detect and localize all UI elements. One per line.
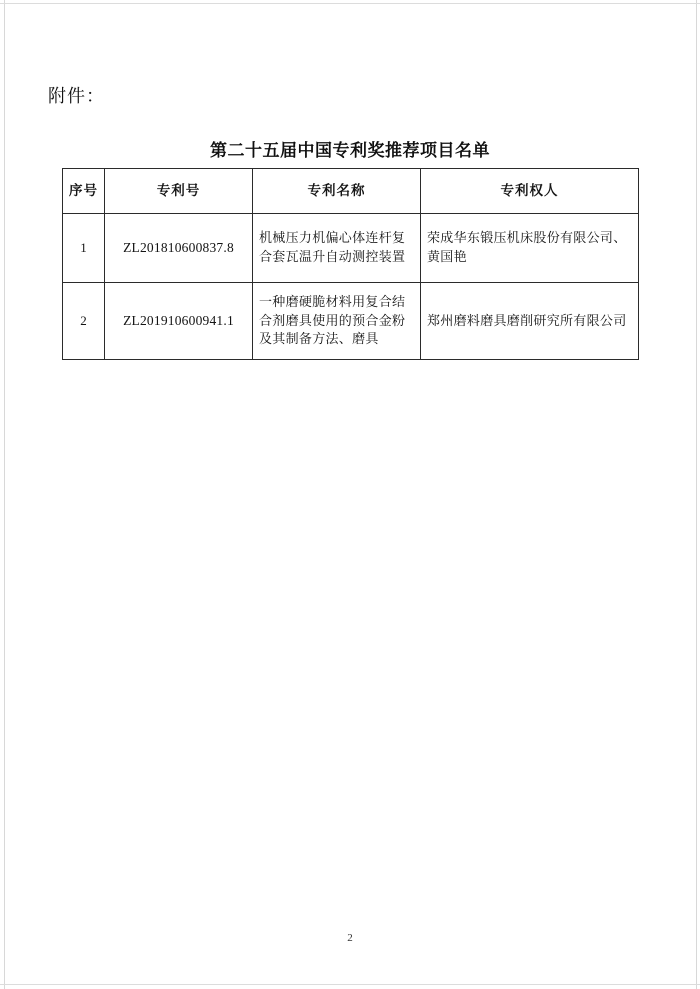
cell-no: 1 [63,214,105,283]
table-header-row [63,169,639,214]
scan-edge-top [0,3,700,4]
page-number: 2 [347,932,353,944]
patent-list-table [62,168,639,360]
column-header-patent-number: 专利号 [105,169,253,214]
cell-patent-name: 机械压力机偏心体连杆复合套瓦温升自动测控装置 [253,214,421,283]
cell-patent-owner: 郑州磨料磨具磨削研究所有限公司 [421,283,639,360]
cell-patent-name: 一种磨硬脆材料用复合结合剂磨具使用的预合金粉及其制备方法、磨具 [253,283,421,360]
cell-patent-number: ZL201910600941.1 [105,283,253,360]
scan-edge-bottom [0,984,700,985]
cell-patent-number: ZL201810600837.8 [105,214,253,283]
attachment-label: 附件： [48,86,105,106]
column-header-patent-owner: 专利权人 [421,169,639,214]
table-row [63,214,639,283]
cell-patent-owner: 荣成华东锻压机床股份有限公司、黄国艳 [421,214,639,283]
column-header-no: 序号 [63,169,105,214]
faint-stamp-mark [189,718,261,749]
table-row [63,283,639,360]
page-title: 第二十五届中国专利奖推荐项目名单 [210,141,490,160]
column-header-patent-name: 专利名称 [253,169,421,214]
cell-no: 2 [63,283,105,360]
